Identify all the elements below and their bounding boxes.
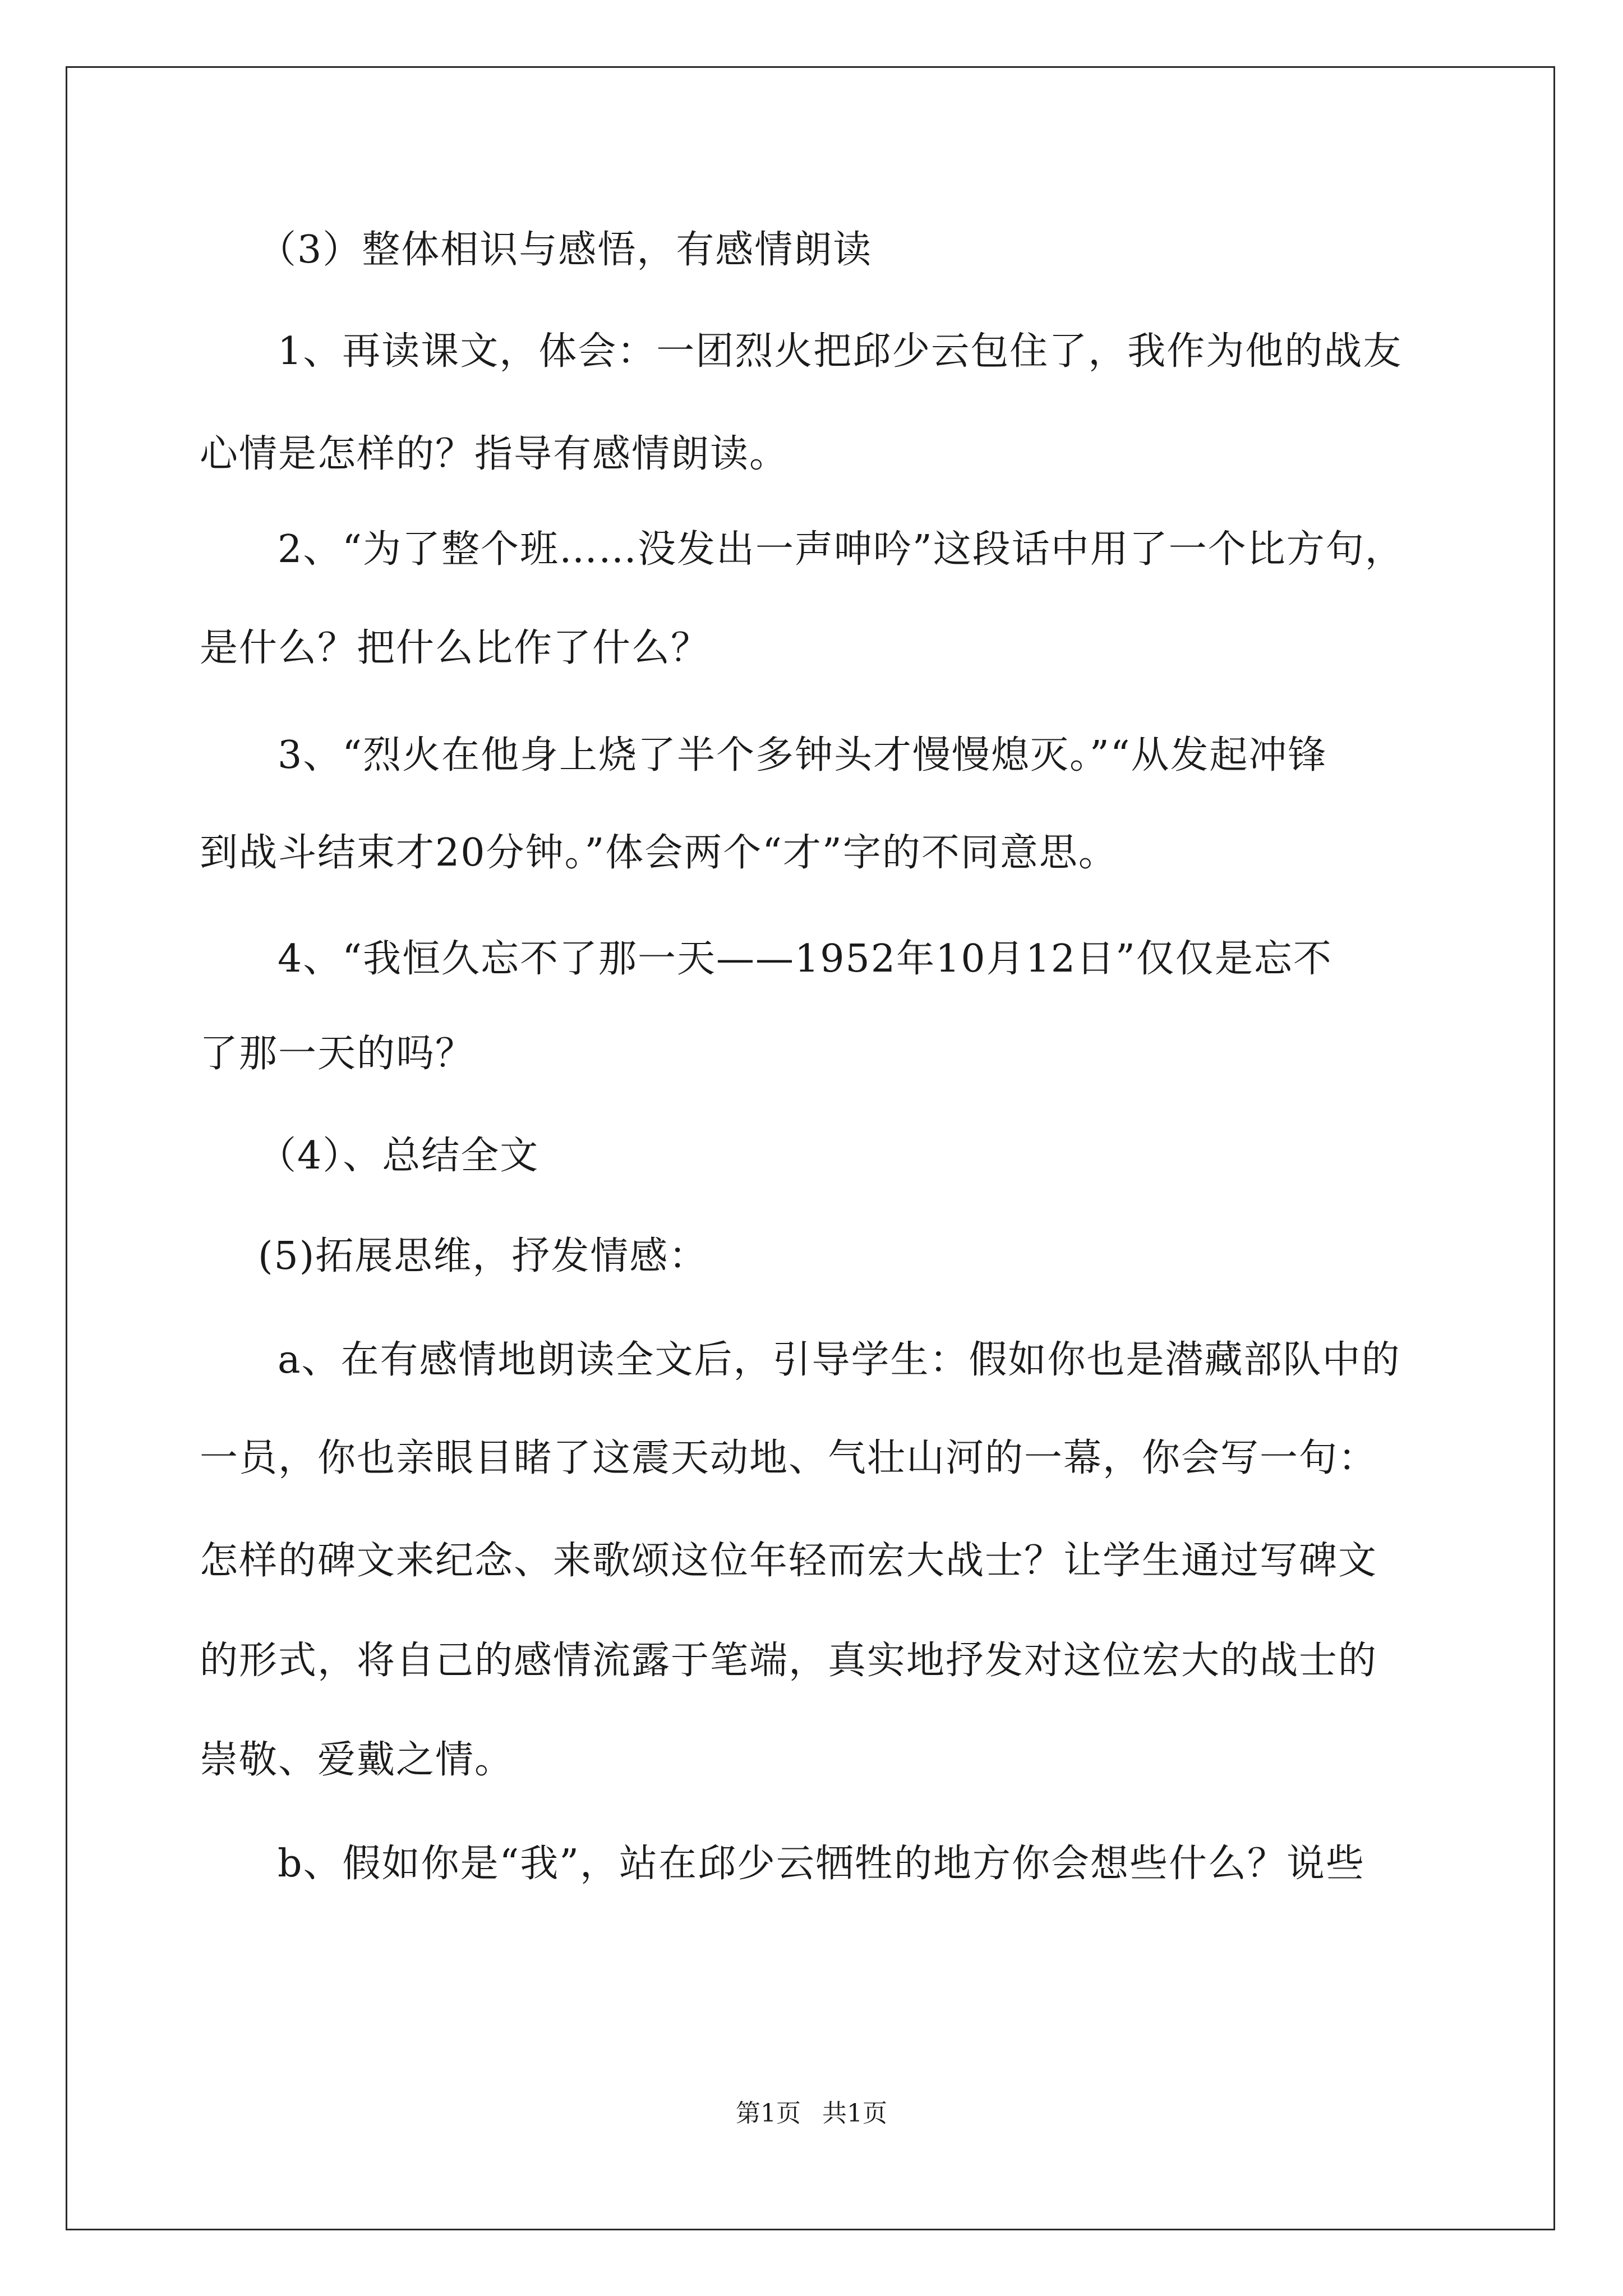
paragraph-line: 了那一天的吗？	[200, 1032, 475, 1076]
paragraph-line: 是什么？把什么比作了什么？	[200, 626, 711, 670]
paragraph-line: 一员，你也亲眼目睹了这震天动地、气壮山河的一幕，你会写一句：	[200, 1436, 1378, 1480]
paragraph-line: b、假如你是“我”，站在邱少云牺牲的地方你会想些什么？说些	[278, 1842, 1366, 1886]
paragraph-line: 到战斗结束才20分钟。”体会两个“才”字的不同意思。	[200, 831, 1118, 875]
page-total: 共1页	[822, 2099, 887, 2128]
section-heading-3: （3）整体相识与感悟，有感情朗读	[258, 228, 873, 272]
paragraph-line: 的形式，将自己的感情流露于笔端，真实地抒发对这位宏大的战士的	[200, 1639, 1378, 1683]
paragraph-line: 心情是怎样的？指导有感情朗读。	[200, 432, 789, 476]
paragraph-line: 1、再读课文，体会：一团烈火把邱少云包住了，我作为他的战友	[278, 329, 1403, 374]
paragraph-line: 崇敬、爱戴之情。	[200, 1738, 514, 1782]
section-heading-4: （4）、总结全文	[258, 1134, 540, 1178]
paragraph-line: a、在有感情地朗读全文后，引导学生：假如你也是潜藏部队中的	[278, 1338, 1401, 1382]
paragraph-line: 3、“烈火在他身上烧了半个多钟头才慢慢熄灭。”“从发起冲锋	[278, 733, 1327, 777]
page-footer	[0, 2097, 1623, 2131]
paragraph-line: 怎样的碑文来纪念、来歌颂这位年轻而宏大战士？让学生通过写碑文	[200, 1539, 1378, 1583]
paragraph-line: 4、“我恒久忘不了那一天——1952年10月12日”仅仅是忘不	[278, 937, 1332, 981]
paragraph-line: 2、“为了整个班……没发出一声呻吟”这段话中用了一个比方句，	[278, 527, 1404, 572]
page-number: 第1页	[736, 2099, 801, 2128]
section-heading-5: (5)拓展思维，抒发情感：	[258, 1234, 708, 1278]
